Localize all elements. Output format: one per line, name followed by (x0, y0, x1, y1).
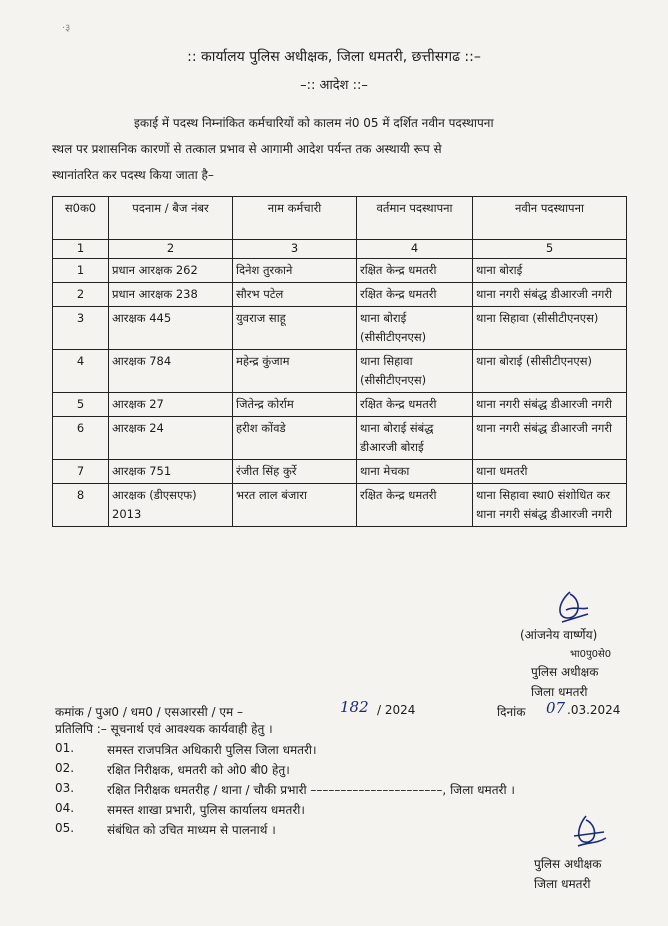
copy-item-number: 04. (55, 801, 75, 815)
order-number-prefix: कमांक / पुअ0 / धम0 / एसआरसी / एम – (55, 705, 243, 719)
row-sno: 2 (53, 283, 109, 307)
order-number-handwritten: 182 (340, 698, 369, 716)
row-sno: 5 (53, 393, 109, 417)
table-row (53, 283, 627, 307)
row-post: आरक्षक 445 (109, 307, 233, 350)
row-current: रक्षित केन्द्र धमतरी (357, 484, 473, 527)
row-current: रक्षित केन्द्र धमतरी (357, 259, 473, 283)
col-header-current: वर्तमान पदस्थापना (357, 197, 473, 240)
col-header-new: नवीन पदस्थापना (473, 197, 627, 240)
row-new: थाना नगरी संबंद्ध डीआरजी नगरी (473, 283, 627, 307)
intro-line-1: इकाई में पदस्थ निम्नांकित कर्मचारियों को कालम नं0 05 में दर्शित नवीन पदस्थापना (134, 116, 494, 130)
row-post: आरक्षक 24 (109, 417, 233, 460)
copy-to-heading: प्रतिलिपि :– सूचनार्थ एवं आवश्यक कार्यवाही हेतु । (55, 722, 273, 736)
row-new: थाना बोराई (सीसीटीएनएस) (473, 350, 627, 393)
corner-mark: ·३ (62, 23, 71, 34)
copy-item-number: 02. (55, 761, 75, 775)
row-name: महेन्द्र कुंजाम (233, 350, 357, 393)
row-current: थाना सिहावा (सीसीटीएनएस) (357, 350, 473, 393)
col-number: 2 (109, 240, 233, 259)
col-header-name: नाम कर्मचारी (233, 197, 357, 240)
transfer-table (52, 196, 627, 527)
table-row (53, 417, 627, 460)
intro-line-2: स्थल पर प्रशासनिक कारणों से तत्काल प्रभाव से आगामी आदेश पर्यन्त तक अस्थायी रूप से (52, 142, 442, 156)
row-name: भरत लाल बंजारा (233, 484, 357, 527)
signatory-designation: पुलिस अधीक्षक (534, 857, 602, 871)
copy-item-number: 01. (55, 741, 75, 755)
row-name: रंजीत सिंह कुर्रे (233, 460, 357, 484)
col-number: 4 (357, 240, 473, 259)
signatory-district: जिला धमतरी (534, 877, 591, 891)
row-new: थाना नगरी संबंद्ध डीआरजी नगरी (473, 393, 627, 417)
intro-paragraph (52, 110, 620, 188)
row-name: दिनेश तुरकाने (233, 259, 357, 283)
row-current: थाना मेचका (357, 460, 473, 484)
date-handwritten: 07 (546, 699, 566, 717)
order-number-suffix: / 2024 (377, 703, 416, 717)
table-row (53, 259, 627, 283)
copy-item-text: रक्षित निरीक्षक, धमतरी को ओ0 बी0 हेतु। (107, 763, 290, 777)
table-row (53, 393, 627, 417)
copy-item-text: संबंधित को उचित माध्यम से पालनार्थ । (107, 823, 276, 837)
signatory-service: भा0पु0से0 (570, 649, 612, 660)
table-row (53, 460, 627, 484)
row-post: आरक्षक 751 (109, 460, 233, 484)
row-sno: 4 (53, 350, 109, 393)
row-current: थाना बोराई संबंद्ध डीआरजी बोराई (357, 417, 473, 460)
row-name: सौरभ पटेल (233, 283, 357, 307)
table-row (53, 484, 627, 527)
row-name: हरीश कोंवडे (233, 417, 357, 460)
row-new: थाना बोराई (473, 259, 627, 283)
table-row (53, 307, 627, 350)
row-post: प्रधान आरक्षक 262 (109, 259, 233, 283)
row-sno: 1 (53, 259, 109, 283)
copy-item-number: 03. (55, 781, 75, 795)
row-name: जितेन्द्र कोर्राम (233, 393, 357, 417)
col-header-post: पदनाम / बैज नंबर (109, 197, 233, 240)
row-current: रक्षित केन्द्र धमतरी (357, 393, 473, 417)
date-suffix: .03.2024 (567, 703, 621, 717)
row-sno: 6 (53, 417, 109, 460)
row-name: युवराज साहू (233, 307, 357, 350)
date-label: दिनांक (497, 705, 526, 719)
signatory-designation: पुलिस अधीक्षक (531, 665, 599, 679)
intro-line-3: स्थानांतरित कर पदस्थ किया जाता है– (52, 168, 214, 182)
copy-item-text: समस्त राजपत्रित अधिकारी पुलिस जिला धमतरी। (107, 743, 317, 757)
table-row (53, 350, 627, 393)
column-number-row (53, 240, 627, 259)
row-post: आरक्षक 27 (109, 393, 233, 417)
row-new: थाना धमतरी (473, 460, 627, 484)
col-number: 3 (233, 240, 357, 259)
signature-mark (548, 588, 596, 628)
signature-mark (566, 812, 612, 852)
signatory-district: जिला धमतरी (531, 685, 588, 699)
row-new: थाना नगरी संबंद्ध डीआरजी नगरी (473, 417, 627, 460)
order-heading: –:: आदेश ::– (300, 78, 368, 93)
copy-item-text: रक्षित निरीक्षक धमतरीह / थाना / चौकी प्रभारी ––––––––––––––––––––––, जिला धमतरी । (107, 783, 515, 797)
row-sno: 8 (53, 484, 109, 527)
table-header-row (53, 197, 627, 240)
row-post: प्रधान आरक्षक 238 (109, 283, 233, 307)
col-number: 1 (53, 240, 109, 259)
office-title: :: कार्यालय पुलिस अधीक्षक, जिला धमतरी, छत्तीसगढ ::– (187, 49, 481, 65)
copy-item-number: 05. (55, 821, 75, 835)
row-sno: 7 (53, 460, 109, 484)
col-number: 5 (473, 240, 627, 259)
row-current: रक्षित केन्द्र धमतरी (357, 283, 473, 307)
row-new: थाना सिहावा स्था0 संशोधित कर थाना नगरी संबंद्ध डीआरजी नगरी (473, 484, 627, 527)
row-post: आरक्षक 784 (109, 350, 233, 393)
row-post: आरक्षक (डीएसएफ) 2013 (109, 484, 233, 527)
row-new: थाना सिहावा (सीसीटीएनएस) (473, 307, 627, 350)
row-sno: 3 (53, 307, 109, 350)
row-current: थाना बोराई (सीसीटीएनएस) (357, 307, 473, 350)
col-header-sno: स0क0 (53, 197, 109, 240)
copy-item-text: समस्त शाखा प्रभारी, पुलिस कार्यालय धमतरी। (107, 803, 305, 817)
signatory-name: (आंजनेय वार्ष्णेय) (520, 628, 598, 642)
